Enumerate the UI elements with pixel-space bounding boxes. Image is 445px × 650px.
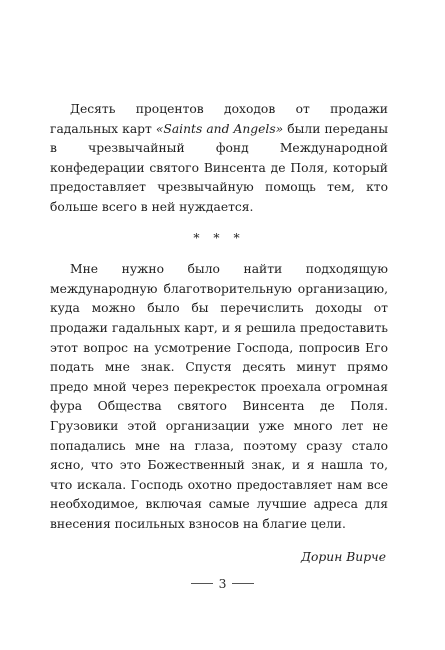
page-body — [50, 100, 388, 568]
paragraph-sign: Мне нужно было найти подходящую международную благотворительную организацию, куда можно было бы перечислить доходы от продажи гадальных карт, и я решила предоставить этот вопрос на усмотрение Господа, попросив Его подать мне знак. Спустя десять минут прямо предо мной через перекресток проехала огромная фура Общества святого Винсента де Поля. Грузовики этой организации уже много лет не попадались мне на глаза, поэтому сразу стало ясно, что это Божественный знак, и я нашла то, что искала. Господь охотно предоставляет нам все необходимое, включая самые лучшие адреса для внесения посильных взносов на благие цели. — [50, 262, 388, 531]
paragraph-charity-rest: были переданы в чрезвычайный фонд Международной конфедерации святого Винсента де Поля, который предоставляет чрезвычайную помощь тем, кто больше всего в ней нуждается. — [50, 121, 388, 214]
folio-dash-left — [191, 583, 213, 584]
paragraph-charity-lead: Десять процентов доходов от продажи гадальных карт — [50, 102, 388, 136]
card-deck-title: «Saints and Angels» — [155, 121, 284, 136]
folio-dash-right — [232, 583, 254, 584]
page-number: 3 — [218, 577, 227, 591]
paragraph-charity — [50, 100, 388, 218]
author-signature: Дорин Вирче — [301, 550, 386, 565]
section-separator: * * * — [193, 230, 245, 245]
page-footer — [0, 576, 445, 592]
